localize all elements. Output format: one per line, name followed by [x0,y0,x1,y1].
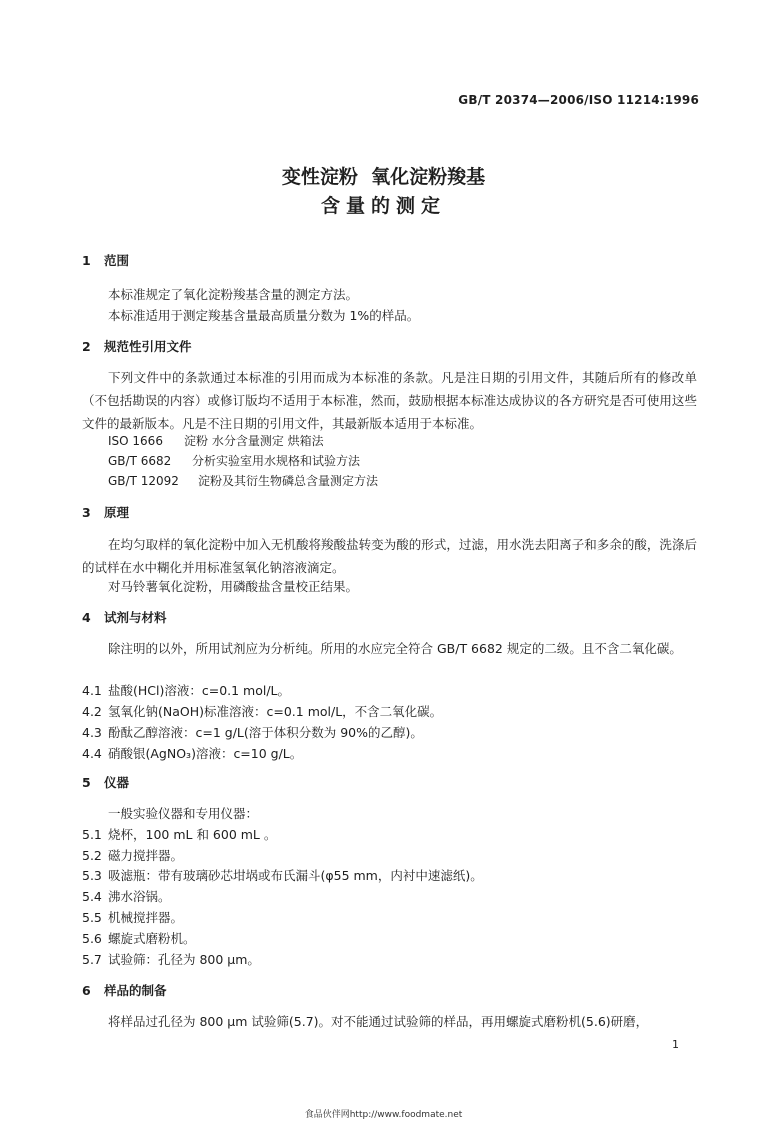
section-6-paragraph: 将样品过孔径为 800 μm 试验筛(5.7)。对不能通过试验筛的样品，再用螺旋式磨粉机(5.6)研磨， [108,1014,649,1029]
item-number: 4.3 [82,725,102,740]
item-number: 4.1 [82,683,102,698]
section-number: 5 [82,775,91,790]
item-text: 烧杯，100 mL 和 600 mL 。 [108,827,277,842]
item-number: 5.2 [82,848,102,863]
section-title: 仪器 [104,775,130,790]
section-5-heading [82,773,129,791]
reference-item [108,432,324,449]
title-line-2: 含量的测定 [320,195,446,217]
item-number: 5.3 [82,868,102,883]
reference-title: 淀粉及其衍生物磷总含量测定方法 [198,474,379,488]
item-text: 螺旋式磨粉机。 [108,931,196,946]
item-text: 盐酸(HCl)溶液：c=0.1 mol/L。 [108,683,291,698]
section-5-intro: 一般实验仪器和专用仪器： [108,806,259,821]
item-text: 氢氧化钠(NaOH)标准溶液：c=0.1 mol/L，不含二氧化碳。 [108,704,443,719]
item-text: 试验筛：孔径为 800 μm。 [108,952,260,967]
section-2-paragraph: 下列文件中的条款通过本标准的引用而成为本标准的条款。凡是注日期的引用文件，其随后所有的修改单（不包括勘误的内容）或修订版均不适用于本标准，然而，鼓励根据本标准达成协议的各方研究是否可使用这些文件的最新版本。凡是不注日期的引用文件，其最新版本适用于本标准。 [82,370,697,431]
apparatus-item [82,866,483,884]
reagent-item [82,723,423,741]
section-3-paragraph: 在均匀取样的氧化淀粉中加入无机酸将羧酸盐转变为酸的形式，过滤，用水洗去阳离子和多余的酸，洗涤后的试样在水中糊化并用标准氢氧化钠溶液滴定。 [82,537,697,575]
reference-title: 淀粉 水分含量测定 烘箱法 [184,434,324,448]
item-number: 5.7 [82,952,102,967]
page-number: 1 [672,1038,679,1051]
item-text: 硝酸银(AgNO₃)溶液：c=10 g/L。 [108,746,303,761]
item-number: 4.2 [82,704,102,719]
section-title: 试剂与材料 [104,610,167,625]
section-title: 范围 [104,253,130,268]
reference-code: GB/T 6682 [108,454,172,468]
reagent-item [82,681,290,699]
section-number: 2 [82,339,91,354]
reference-item [108,472,378,489]
reagent-item [82,702,442,720]
title-line-1: 变性淀粉 氧化淀粉羧基 [281,166,486,188]
reference-code: GB/T 12092 [108,474,179,488]
reference-code: ISO 1666 [108,434,163,448]
item-text: 机械搅拌器。 [108,910,184,925]
apparatus-item [82,825,276,843]
section-title: 原理 [104,505,130,520]
section-3-heading [82,503,129,521]
reagent-item [82,744,302,762]
apparatus-item [82,887,171,905]
item-text: 吸滤瓶：带有玻璃砂芯坩埚或布氏漏斗(φ55 mm，内衬中速滤纸)。 [108,868,483,883]
section-number: 3 [82,505,91,520]
section-1-heading [82,251,129,269]
apparatus-item [82,929,196,947]
apparatus-item [82,846,183,864]
item-text: 磁力搅拌器。 [108,848,184,863]
section-1-paragraph-1: 本标准规定了氧化淀粉羧基含量的测定方法。 [108,287,359,302]
item-text: 沸水浴锅。 [108,889,171,904]
section-2-heading [82,337,192,355]
section-4-heading [82,608,167,626]
section-number: 1 [82,253,91,268]
section-number: 6 [82,983,91,998]
section-number: 4 [82,610,91,625]
section-1-paragraph-2: 本标准适用于测定羧基含量最高质量分数为 1%的样品。 [108,308,420,323]
section-title: 规范性引用文件 [104,339,192,354]
reference-title: 分析实验室用水规格和试验方法 [192,454,361,468]
item-number: 5.5 [82,910,102,925]
item-number: 5.6 [82,931,102,946]
item-number: 4.4 [82,746,102,761]
section-title: 样品的制备 [104,983,167,998]
standard-number: GB/T 20374—2006/ISO 11214:1996 [458,93,699,107]
item-text: 酚酞乙醇溶液：c=1 g/L(溶于体积分数为 90%的乙醇)。 [108,725,423,740]
section-3-paragraph-2: 对马铃薯氧化淀粉，用磷酸盐含量校正结果。 [108,579,359,594]
footer-watermark: 食品伙伴网http://www.foodmate.net [304,1110,463,1120]
section-6-heading [82,981,167,999]
reference-item [108,452,360,469]
section-4-paragraph: 除注明的以外，所用试剂应为分析纯。所用的水应完全符合 GB/T 6682 规定的二级。且不含二氧化碳。 [108,641,682,656]
item-number: 5.4 [82,889,102,904]
apparatus-item [82,908,183,926]
apparatus-item [82,950,260,968]
item-number: 5.1 [82,827,102,842]
